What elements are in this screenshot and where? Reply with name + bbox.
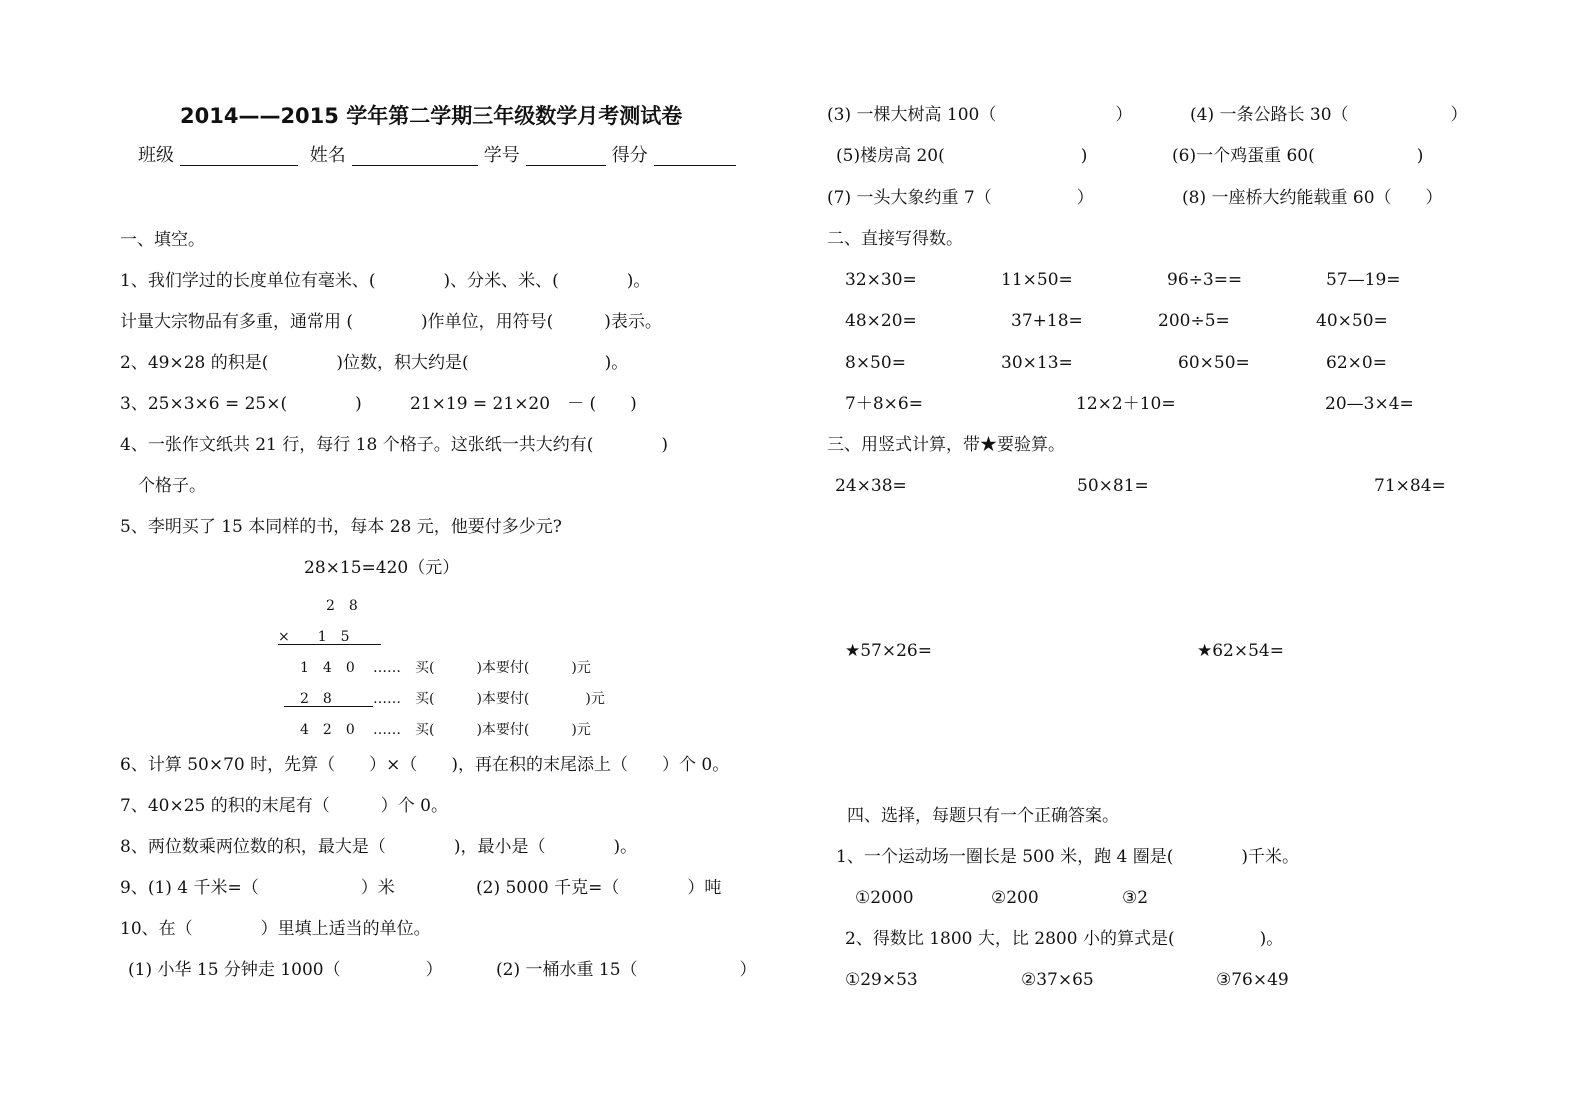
vertical-calc-item: 24×38=: [835, 476, 907, 496]
calc-item: 30×13=: [1001, 353, 1073, 373]
choice-option[interactable]: ①2000: [855, 888, 914, 908]
question-2: 2、49×28 的积是( )位数，积大约是( )。: [120, 353, 629, 373]
question-1a: 1、我们学过的长度单位有毫米、( )、分米、米、( )。: [120, 271, 651, 291]
page-title: 2014——2015 学年第二学期三年级数学月考测试卷: [180, 104, 683, 128]
calc-item: 7＋8×6=: [845, 394, 923, 414]
calc-item: 60×50=: [1178, 353, 1250, 373]
choice-option[interactable]: ③76×49: [1216, 970, 1289, 990]
question-1b: 计量大宗物品有多重，通常用 ( )作单位，用符号( )表示。: [120, 312, 662, 332]
vertical-multiplier: × 1 5: [278, 629, 350, 645]
calc-item: 37+18=: [1011, 311, 1083, 331]
question-5: 5、李明买了 15 本同样的书，每本 28 元，他要付多少元?: [120, 517, 562, 537]
choice-question-1: 1、一个运动场一圈长是 500 米，跑 4 圈是( )千米。: [836, 847, 1299, 867]
question-10-4: (4) 一条公路长 30（ ）: [1190, 105, 1468, 125]
verify-calc-item: ★57×26=: [845, 641, 932, 661]
question-8: 8、两位数乘两位数的积，最大是（ )，最小是（ )。: [120, 837, 638, 857]
score-field[interactable]: [654, 147, 736, 166]
choice-option[interactable]: ②37×65: [1021, 970, 1094, 990]
calc-item: 96÷3==: [1167, 270, 1243, 290]
name-label: 姓名: [309, 145, 346, 166]
question-10-5: (5)楼房高 20( ): [836, 146, 1088, 166]
partial-product-1-note: …… 买( )本要付( )元: [373, 660, 591, 676]
name-field[interactable]: [352, 147, 478, 166]
calc-item: 200÷5=: [1158, 311, 1230, 331]
vertical-rule-2: [284, 706, 373, 707]
vertical-calc-item: 50×81=: [1077, 476, 1149, 496]
calc-item: 48×20=: [845, 311, 917, 331]
calc-item: 40×50=: [1316, 311, 1388, 331]
question-4a: 4、一张作文纸共 21 行，每行 18 个格子。这张纸一共大约有( ): [120, 435, 668, 455]
student-info-line: [138, 146, 742, 166]
partial-product-1: 1 4 0: [300, 660, 355, 676]
choice-question-2: 2、得数比 1800 大，比 2800 小的算式是( )。: [845, 929, 1284, 949]
final-product: 4 2 0: [300, 722, 355, 738]
question-4b: 个格子。: [138, 476, 206, 496]
class-field[interactable]: [180, 147, 298, 166]
section-1-heading: 一、填空。: [120, 230, 205, 250]
partial-product-2-note: …… 买( )本要付( )元: [373, 691, 605, 707]
question-5-equation: 28×15=420（元）: [304, 558, 460, 578]
partial-product-2: 2 8: [300, 691, 332, 707]
choice-option[interactable]: ①29×53: [845, 970, 918, 990]
question-10-8: (8) 一座桥大约能载重 60（ ）: [1182, 188, 1443, 208]
calc-item: 57—19=: [1326, 270, 1401, 290]
question-7: 7、40×25 的积的末尾有（ ）个 0。: [120, 796, 448, 816]
question-10-7: (7) 一头大象约重 7（ ）: [827, 188, 1094, 208]
vertical-multiplicand: 2 8: [326, 598, 358, 614]
vertical-calc-item: 71×84=: [1374, 476, 1446, 496]
section-2-heading: 二、直接写得数。: [827, 229, 963, 249]
calc-item: 62×0=: [1326, 353, 1387, 373]
verify-calc-item: ★62×54=: [1197, 641, 1284, 661]
choice-option[interactable]: ③2: [1122, 888, 1149, 908]
calc-item: 20—3×4=: [1325, 394, 1414, 414]
question-10-6: (6)一个鸡蛋重 60( ): [1172, 146, 1424, 166]
question-3b: 21×19 = 21×20 － ( ): [410, 394, 637, 414]
question-3a: 3、25×3×6 = 25×( ): [120, 394, 362, 414]
calc-item: 8×50=: [845, 353, 906, 373]
student-id-field[interactable]: [526, 147, 606, 166]
question-9b: (2) 5000 千克=（ ）吨: [476, 878, 722, 898]
question-9a: 9、(1) 4 千米=（ ）米: [120, 878, 395, 898]
final-product-note: …… 买( )本要付( )元: [373, 722, 591, 738]
student-id-label: 学号: [483, 145, 520, 166]
choice-option[interactable]: ②200: [991, 888, 1039, 908]
question-6: 6、计算 50×70 时，先算（ ）×（ )，再在积的末尾添上（ ）个 0。: [120, 755, 730, 775]
question-10-1: (1) 小华 15 分钟走 1000（ ）: [128, 960, 443, 980]
calc-item: 12×2＋10=: [1076, 394, 1176, 414]
question-10-2: (2) 一桶水重 15（ ）: [496, 960, 757, 980]
vertical-rule-1: [278, 644, 381, 645]
calc-item: 32×30=: [845, 270, 917, 290]
question-10-3: (3) 一棵大树高 100（ ）: [827, 105, 1133, 125]
question-10: 10、在（ ）里填上适当的单位。: [120, 919, 431, 939]
section-3-heading: 三、用竖式计算，带★要验算。: [827, 435, 1065, 455]
score-label: 得分: [611, 145, 648, 166]
section-4-heading: 四、选择，每题只有一个正确答案。: [847, 806, 1119, 826]
class-label: 班级: [138, 145, 174, 166]
calc-item: 11×50=: [1001, 270, 1073, 290]
